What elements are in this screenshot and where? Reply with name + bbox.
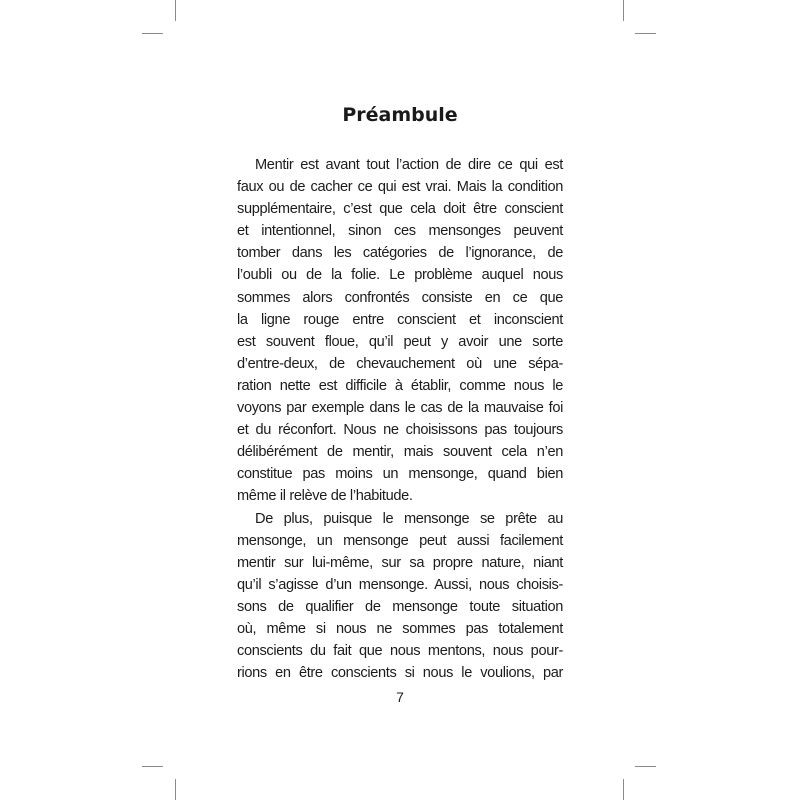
crop-mark-top-right-horizontal — [635, 33, 656, 34]
text-line: délibérément de mentir, mais souvent cela n’en — [237, 444, 563, 461]
page-number: 7 — [396, 689, 404, 705]
text-line: De plus, puisque le mensonge se prête au — [255, 510, 563, 527]
text-line: et intentionnel, sinon ces mensonges peuvent — [237, 223, 563, 240]
text-line: constitue pas moins un mensonge, quand bien — [237, 466, 563, 483]
text-line: qu’il s’agisse d’un mensonge. Aussi, nous choisis- — [237, 576, 563, 593]
text-line: conscients du fait que nous mentons, nous pour- — [237, 643, 563, 660]
text-line: est souvent floue, qu’il peut y avoir une sorte — [237, 333, 563, 350]
crop-mark-top-left-horizontal — [142, 33, 163, 34]
text-line: tomber dans les catégories de l’ignorance, de — [237, 245, 563, 262]
crop-mark-top-left-vertical — [175, 0, 176, 21]
paragraph — [237, 154, 563, 508]
crop-mark-bottom-left-vertical — [175, 779, 176, 800]
crop-mark-top-right-vertical — [623, 0, 624, 21]
page-title: Préambule — [342, 104, 458, 126]
crop-mark-bottom-right-vertical — [623, 779, 624, 800]
text-line: ration nette est difficile à établir, comme nous le — [237, 377, 563, 394]
paragraph — [237, 508, 563, 685]
text-line: sons de qualifier de mensonge toute situation — [237, 598, 563, 615]
text-line: mentir sur lui-même, sur sa propre nature, niant — [237, 554, 563, 571]
body-text — [237, 154, 563, 684]
text-line: la ligne rouge entre conscient et inconscient — [237, 311, 563, 328]
text-line: voyons par exemple dans le cas de la mauvaise foi — [237, 400, 563, 417]
text-line: et du réconfort. Nous ne choisissons pas toujours — [237, 422, 563, 439]
text-line: supplémentaire, c’est que cela doit être conscient — [237, 201, 563, 218]
text-line: rions en être conscients si nous le voulions, par — [237, 665, 563, 682]
text-line: Mentir est avant tout l’action de dire ce qui est — [255, 157, 563, 173]
crop-mark-bottom-left-horizontal — [142, 766, 163, 767]
text-line: même il relève de l’habitude. — [237, 488, 413, 505]
text-line: l’oubli ou de la folie. Le problème auquel nous — [237, 267, 563, 284]
crop-mark-bottom-right-horizontal — [635, 766, 656, 767]
text-line: mensonge, un mensonge peut aussi facilement — [237, 532, 563, 549]
text-line: d’entre-deux, de chevauchement où une sépa- — [237, 355, 563, 372]
text-line: faux ou de cacher ce qui est vrai. Mais la condition — [237, 179, 563, 196]
text-line: où, même si nous ne sommes pas totalement — [237, 620, 563, 637]
text-line: sommes alors confrontés consiste en ce que — [237, 289, 563, 306]
